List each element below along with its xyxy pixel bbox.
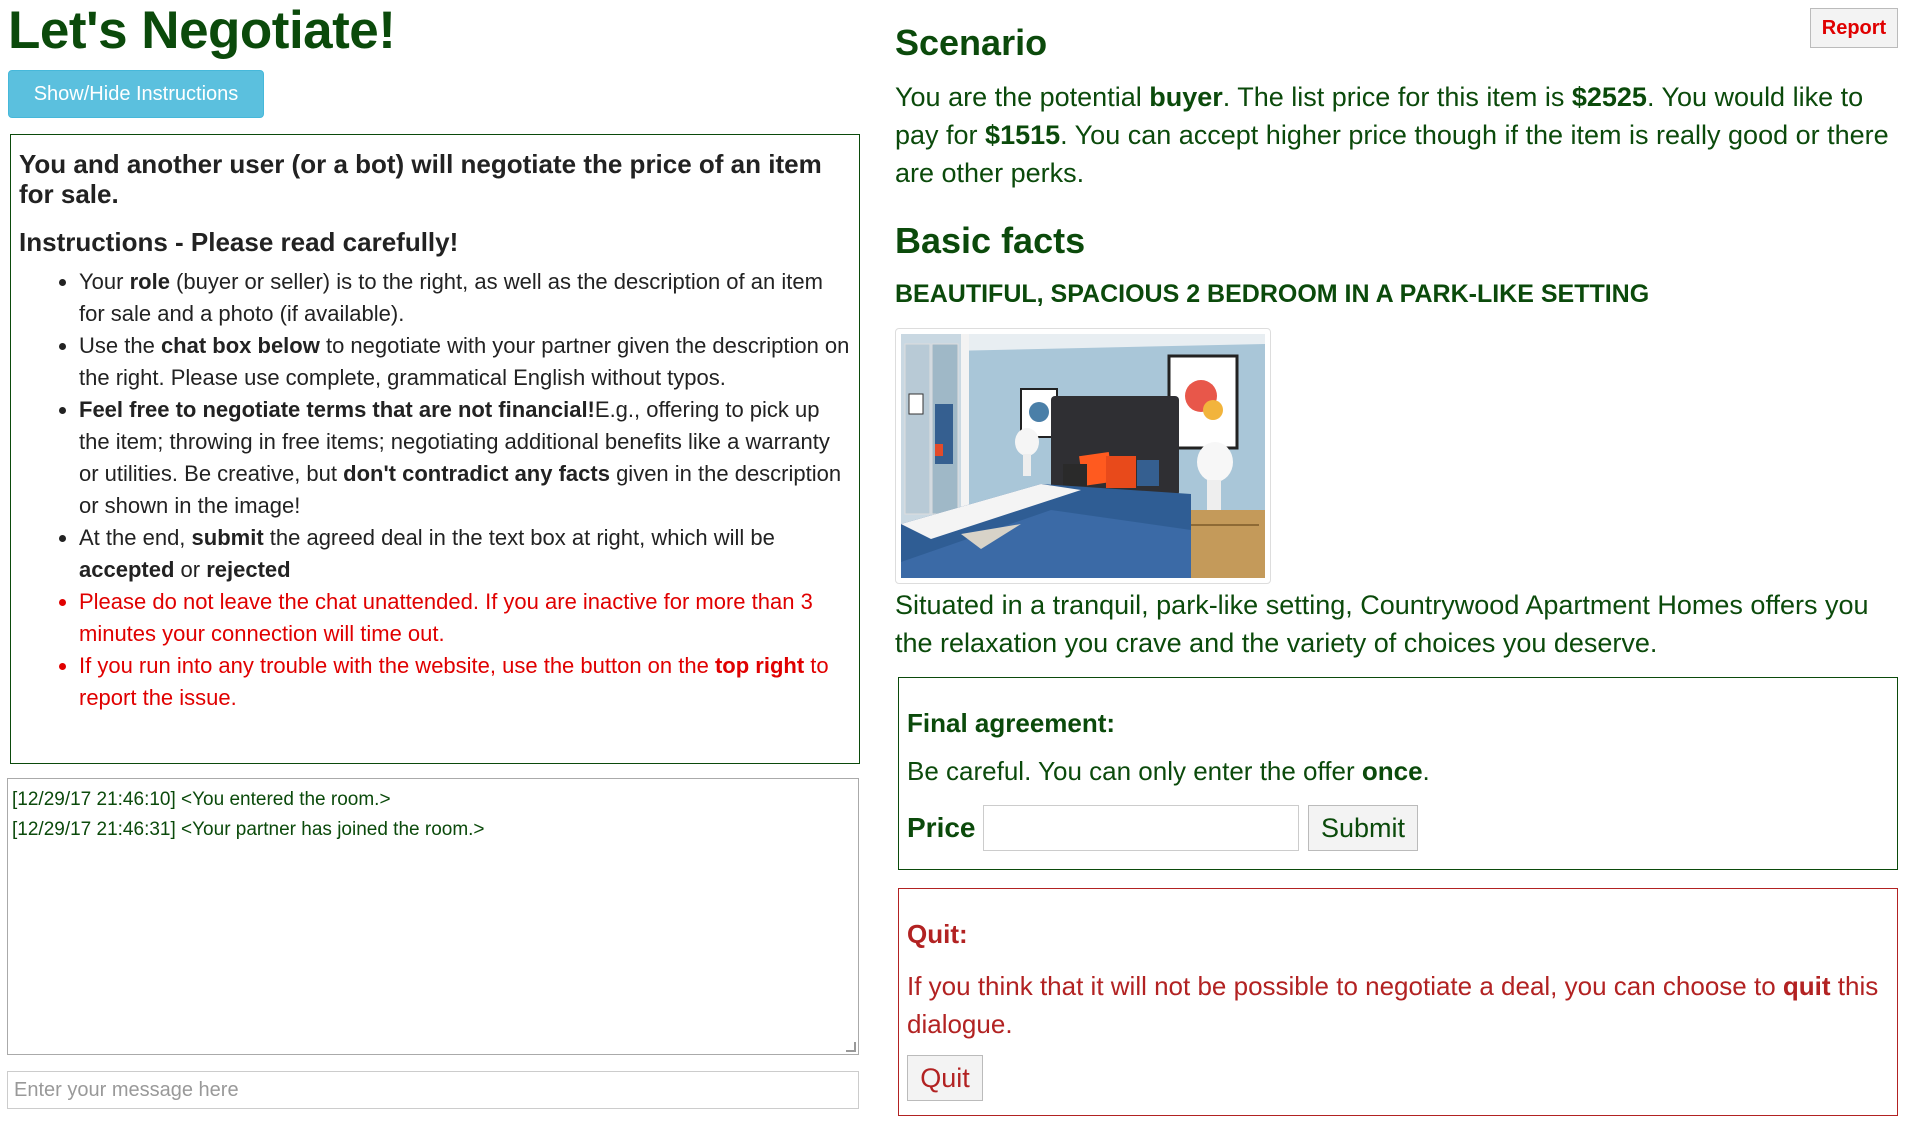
quit-text: If you think that it will not be possible to negotiate a deal, you can choose to quit this dialogue. — [907, 971, 1879, 1039]
right-panel — [895, 0, 1905, 1121]
instruction-item-role: • Your role (buyer or seller) is to the right, as well as the description of an item for sale and a photo (if available). — [79, 266, 851, 330]
instructions-box — [10, 134, 860, 764]
final-agreement-note: Be careful. You can only enter the offer once. — [907, 756, 1430, 786]
instruction-item-submit: • At the end, submit the agreed deal in the text box at right, which will be accepted or rejected — [79, 522, 851, 586]
report-button[interactable]: Report — [1810, 8, 1898, 48]
listing-description: Situated in a tranquil, park-like setting, Countrywood Apartment Homes offers you the relaxation you crave and the variety of choices you deserve. — [895, 590, 1869, 658]
bedroom-photo — [901, 334, 1265, 578]
basic-facts-heading: Basic facts — [895, 220, 1086, 261]
quit-button[interactable]: Quit — [907, 1055, 983, 1101]
final-agreement-box — [898, 677, 1898, 870]
instructions-heading: Instructions - Please read carefully! — [19, 227, 459, 257]
submit-button[interactable]: Submit — [1308, 805, 1418, 851]
quit-title: Quit: — [907, 919, 968, 949]
scenario-text: You are the potential buyer. The list price for this item is $2525. You would like to pay for $1515. You can accept higher price though if the item is really good or there are other perks. — [895, 82, 1889, 188]
resize-grip-icon[interactable] — [846, 1042, 856, 1052]
chat-message: [12/29/17 21:46:10] <You entered the room.> — [12, 789, 391, 810]
instruction-item-report-warning: • If you run into any trouble with the website, use the button on the top right to report the issue. — [79, 650, 851, 714]
instructions-intro: You and another user (or a bot) will negotiate the price of an item for sale. — [19, 149, 822, 209]
price-input[interactable] — [983, 805, 1299, 851]
left-panel — [0, 0, 870, 1121]
listing-title: BEAUTIFUL, SPACIOUS 2 BEDROOM IN A PARK-LIKE SETTING — [895, 280, 1650, 308]
instruction-item-chat: • Use the chat box below to negotiate with your partner given the description on the right. Please use complete, grammatical English without typos. — [79, 330, 851, 394]
quit-box — [898, 888, 1898, 1116]
price-label: Price — [907, 812, 976, 843]
final-agreement-title: Final agreement: — [907, 708, 1116, 738]
chat-message: [12/29/17 21:46:31] <Your partner has joined the room.> — [12, 819, 485, 840]
item-photo — [895, 328, 1271, 584]
instruction-item-terms: • Feel free to negotiate terms that are not financial!E.g., offering to pick up the item; throwing in free items; negotiating additional benefits like a warranty or utilities. Be creative, but don't contradict any facts given in the description or shown in the image! — [79, 394, 851, 522]
instruction-item-timeout-warning: • Please do not leave the chat unattended. If you are inactive for more than 3 minutes your connection will time out. — [79, 586, 851, 650]
page-title: Let's Negotiate! — [8, 1, 396, 60]
chat-log[interactable] — [7, 778, 859, 1055]
instructions-list — [19, 266, 851, 714]
chat-message-input[interactable] — [7, 1071, 859, 1109]
show-hide-instructions-button[interactable]: Show/Hide Instructions — [8, 70, 264, 118]
scenario-heading: Scenario — [895, 22, 1048, 63]
